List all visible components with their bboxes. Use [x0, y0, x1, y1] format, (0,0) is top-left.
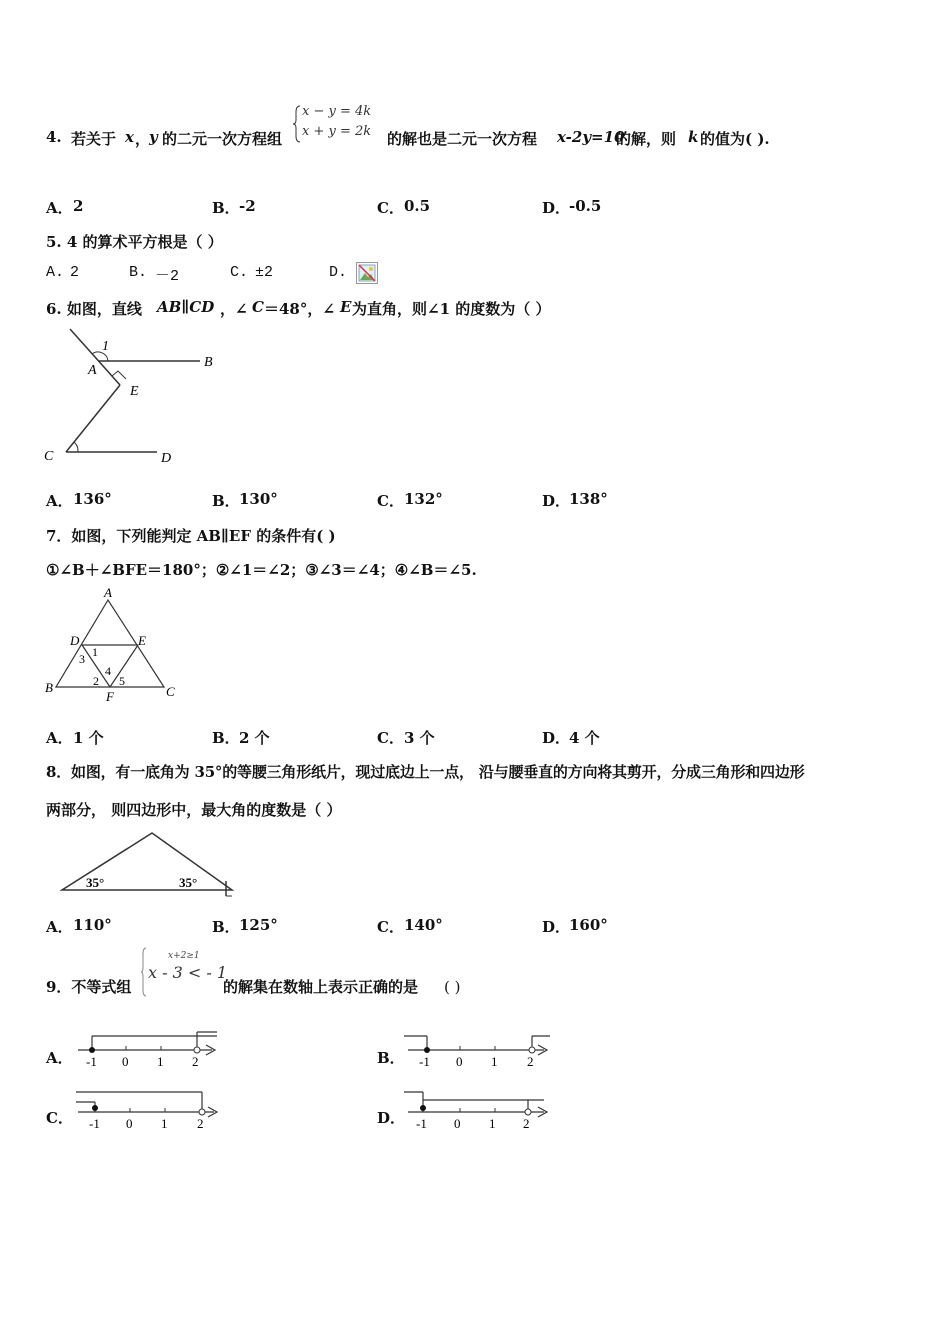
option-value: 160°	[569, 916, 608, 934]
q9-text-post: 的解集在数轴上表示正确的是	[223, 978, 419, 996]
fig-label-2: 2	[93, 674, 99, 688]
q6-c: C	[252, 298, 264, 316]
option-value: 3 个	[404, 729, 435, 747]
option-value: ±2	[255, 264, 274, 281]
q4-var-x: x	[125, 128, 134, 146]
number-line-b	[402, 1032, 554, 1070]
q6-text-pre: 6. 如图，直线	[46, 300, 142, 318]
fig-label-1: 1	[92, 645, 98, 659]
option-letter: B．	[377, 1049, 405, 1067]
tick-label: -1	[416, 1116, 427, 1131]
option-value: 140°	[404, 916, 443, 934]
q7-text: 7．如图，下列能判定 AB∥EF 的条件有( )	[46, 527, 336, 545]
option-letter: B．	[212, 199, 240, 217]
fig-label-left-angle: 35°	[86, 875, 105, 890]
q8-text-line2: 两部分， 则四边形中，最大角的度数是（ ）	[46, 801, 342, 819]
option-value: 125°	[239, 916, 278, 934]
option-value: 4 个	[569, 729, 600, 747]
q9-ineq-bottom: x - 3 < - 1	[148, 963, 228, 982]
option-letter: D.	[329, 264, 348, 281]
fig-label-1: 1	[102, 339, 109, 354]
q6-text-post: 为直角，则∠1 的度数为（ ）	[352, 300, 551, 318]
option-value: 1 个	[73, 729, 104, 747]
q8-figure	[55, 826, 245, 898]
tick-label: 0	[126, 1116, 133, 1131]
q4-text-pre: 若关于	[71, 130, 117, 148]
option-letter: B．	[212, 729, 240, 747]
fig-label-e: E	[130, 384, 139, 399]
fig-label-c: C	[44, 449, 54, 464]
q7-conditions: ①∠B＋∠BFE＝180°；②∠1＝∠2；③∠3＝∠4；④∠B＝∠5.	[46, 561, 477, 579]
option-letter: D．	[542, 492, 571, 510]
option-letter: D．	[542, 729, 571, 747]
fig-label-a: A	[104, 585, 112, 600]
fig-label-5: 5	[119, 674, 125, 688]
option-value: 132°	[404, 490, 443, 508]
option-letter: C.	[230, 264, 249, 281]
q9-text-pre: 9．不等式组	[46, 978, 132, 996]
option-letter: C．	[377, 199, 404, 217]
option-letter: C．	[377, 492, 404, 510]
q6-e: E	[340, 298, 352, 316]
option-letter: A．	[46, 729, 73, 747]
option-value: -0.5	[569, 197, 602, 215]
option-letter: A．	[46, 199, 73, 217]
tick-label: 0	[122, 1054, 129, 1069]
option-letter: B．	[212, 918, 240, 936]
fig-label-right-angle: 35°	[179, 875, 198, 890]
fig-label-b: B	[45, 680, 53, 695]
fig-label-d: D	[161, 451, 172, 466]
tick-label: -1	[89, 1116, 100, 1131]
q9-brace	[140, 946, 148, 998]
option-letter: D．	[542, 918, 571, 936]
option-value: 2	[70, 264, 80, 281]
q9-ineq-top: x+2≥1	[168, 951, 200, 961]
option-letter: C．	[377, 729, 404, 747]
q5-text: 5. 4 的算术平方根是（ ）	[46, 233, 223, 251]
q8-text-line1: 8．如图，有一底角为 35°的等腰三角形纸片，现过底边上一点， 沿与腰垂直的方向将其剪开，分成三角形和四边形	[46, 763, 805, 781]
option-letter: D．	[377, 1109, 406, 1127]
tick-label: 1	[157, 1054, 164, 1069]
option-letter: A.	[46, 264, 65, 281]
option-value: 110°	[73, 916, 112, 934]
number-line-c	[72, 1088, 224, 1132]
fig-label-4: 4	[105, 664, 111, 678]
fig-label-a: A	[88, 363, 97, 378]
option-letter: A．	[46, 918, 73, 936]
tick-label: 2	[527, 1054, 534, 1069]
option-value: 130°	[239, 490, 278, 508]
option-value: －2	[155, 268, 180, 285]
q7-figure	[40, 584, 190, 706]
q4-text-mid: 的二元一次方程组	[162, 130, 283, 148]
fig-angle-c-arc	[74, 442, 78, 452]
q6-text-mid: ，∠	[220, 300, 248, 318]
tick-label: 2	[523, 1116, 530, 1131]
fig-label-b: B	[204, 355, 213, 370]
option-value: 138°	[569, 490, 608, 508]
tick-label: 1	[489, 1116, 496, 1131]
option-value: -2	[239, 197, 256, 215]
q4-comma: ，	[135, 130, 151, 148]
option-value: 136°	[73, 490, 112, 508]
tick-label: -1	[419, 1054, 430, 1069]
tick-label: 0	[456, 1054, 463, 1069]
broken-image-icon	[356, 262, 378, 284]
option-letter: A．	[46, 492, 73, 510]
q6-figure	[40, 322, 230, 472]
q4-number: 4.	[46, 128, 62, 146]
option-letter: B．	[212, 492, 240, 510]
tick-label: 2	[197, 1116, 204, 1131]
option-value: 0.5	[404, 197, 431, 215]
tick-label: 1	[161, 1116, 168, 1131]
q4-text-post: 的解也是二元一次方程	[387, 130, 538, 148]
q4-eq1: x − y = 4k	[302, 104, 372, 119]
q4-eq3: x-2y=10	[557, 128, 625, 146]
option-value: 2	[73, 197, 84, 215]
number-line-a	[72, 1028, 222, 1070]
fig-label-d: D	[70, 633, 80, 648]
option-letter: B.	[129, 264, 148, 281]
fig-label-c: C	[166, 684, 175, 699]
q9-paren: ( )	[444, 978, 461, 996]
tick-label: 0	[454, 1116, 461, 1131]
tick-label: 2	[192, 1054, 199, 1069]
option-letter: A．	[46, 1049, 73, 1067]
q6-text-mid2: ＝48°，∠	[264, 300, 335, 318]
q4-var-y: y	[149, 128, 158, 146]
number-line-d	[402, 1088, 554, 1132]
q4-text-post2: 的解，则	[616, 130, 677, 148]
q6-ab-cd: AB∥CD	[157, 298, 215, 316]
tick-label: -1	[86, 1054, 97, 1069]
option-value: 2 个	[239, 729, 270, 747]
q4-var-k: k	[688, 128, 699, 146]
q4-eq2: x + y = 2k	[302, 124, 372, 139]
option-letter: D．	[542, 199, 571, 217]
option-letter: C．	[46, 1109, 73, 1127]
fig-label-3: 3	[79, 652, 85, 666]
option-letter: C．	[377, 918, 404, 936]
q4-text-post3: 的值为( ).	[700, 130, 770, 148]
fig-label-e: E	[138, 633, 146, 648]
q4-brace	[292, 104, 302, 144]
fig-label-f: F	[106, 689, 114, 704]
tick-label: 1	[491, 1054, 498, 1069]
